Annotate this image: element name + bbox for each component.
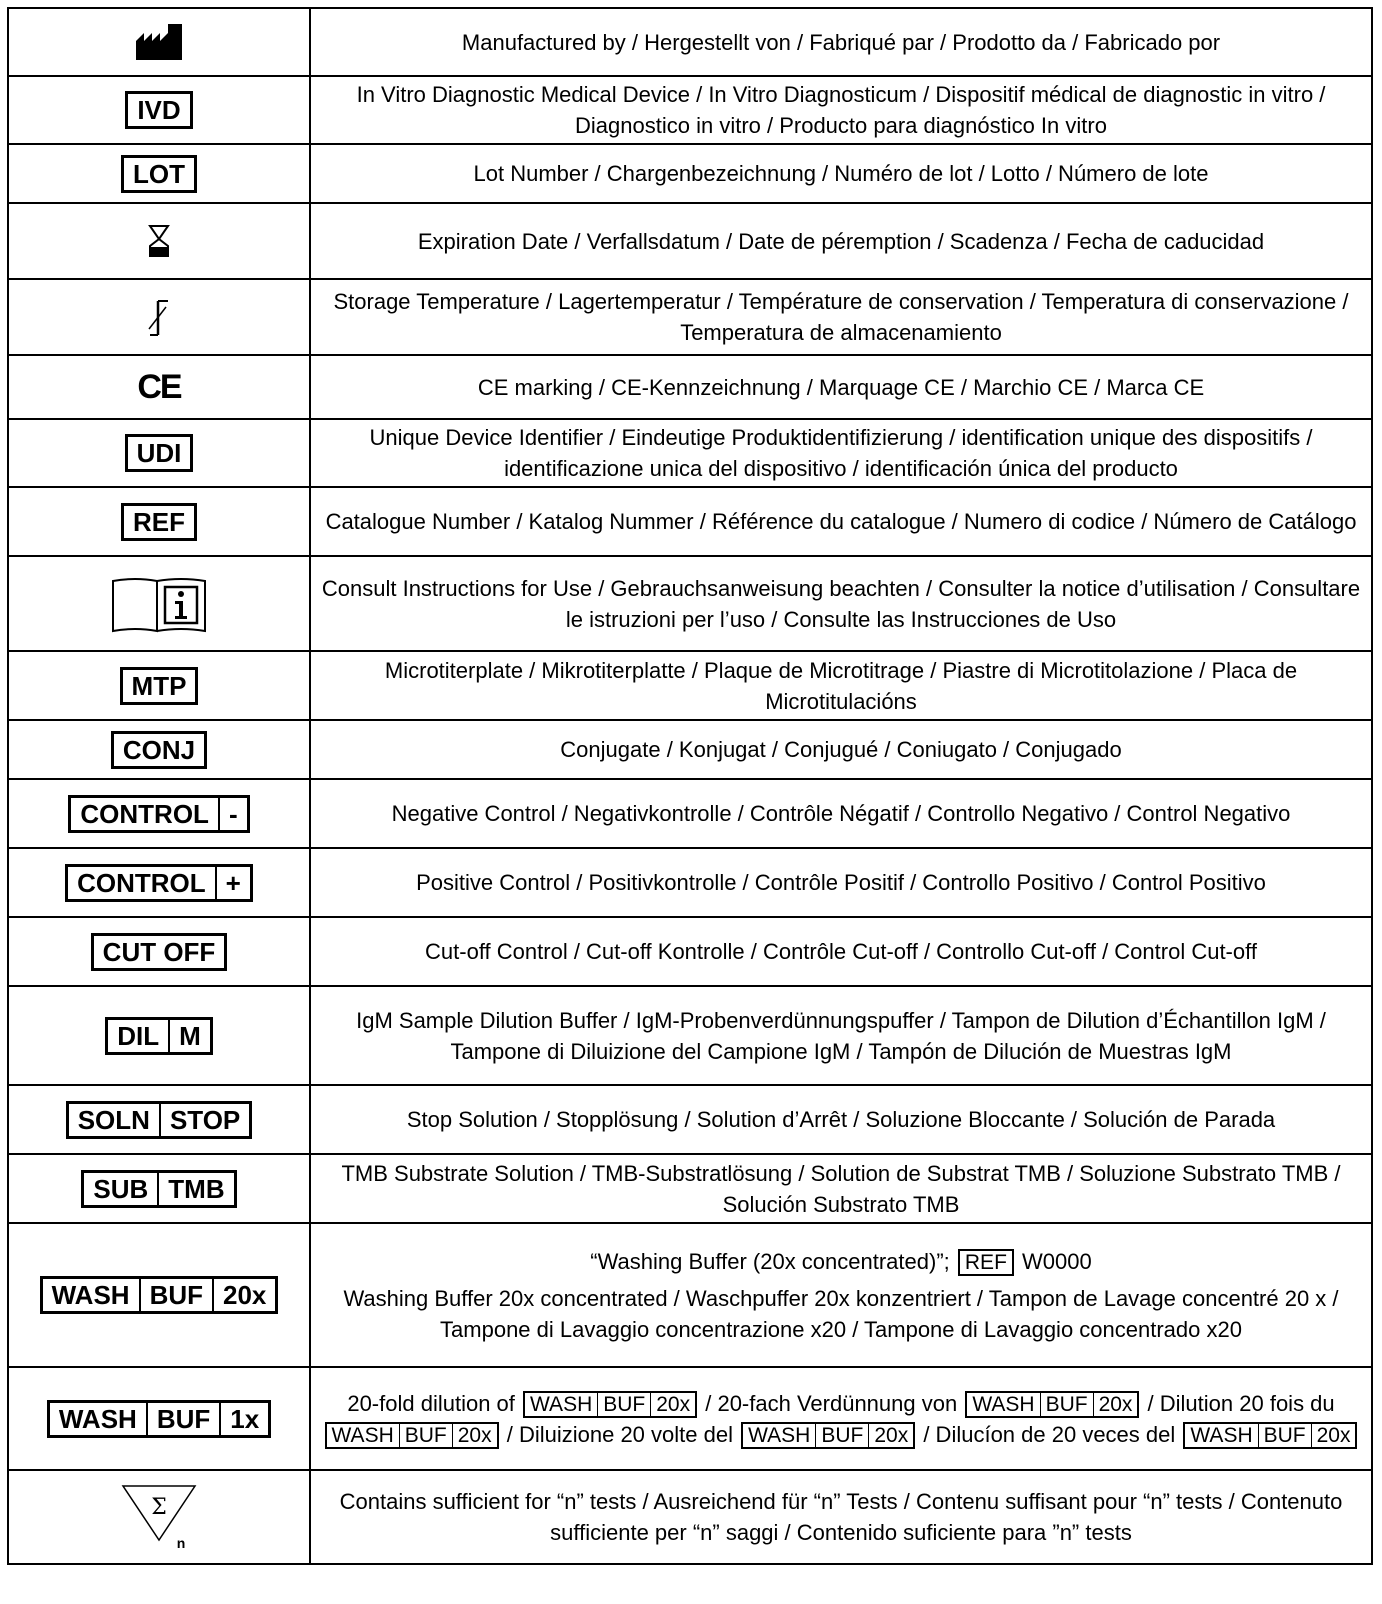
wash-buffer-ref-line: “Washing Buffer (20x concentrated)”; REF W0000 [590,1248,1092,1275]
symbol-cell [8,1367,310,1470]
wash-buf-20x-symbol: WASH BUF 20x [40,1276,279,1314]
table-row [8,779,1372,848]
svg-text:Σ: Σ [151,1495,167,1520]
description: Conjugate / Konjugat / Conjugué / Coniugato / Conjugado [310,720,1372,779]
description: Catalogue Number / Katalog Nummer / Référence du catalogue / Numero di codice / Número de Catálogo [310,487,1372,556]
description: Positive Control / Positivkontrolle / Contrôle Positif / Controllo Positivo / Control Positivo [310,848,1372,917]
wash-buf-20x-inline-symbol: WASH BUF 20x [325,1422,499,1449]
control-negative-symbol: CONTROL - [68,795,249,833]
symbol-cell [8,487,310,556]
wash-buf-20x-inline-symbol: WASH BUF 20x [965,1391,1139,1418]
symbol-cell [8,651,310,720]
description: Storage Temperature / Lagertemperatur / Température de conservation / Temperatura di conservazione / Temperatura de almacenamiento [310,279,1372,355]
udi-symbol: UDI [125,434,194,472]
description: Manufactured by / Hergestellt von / Fabriqué par / Prodotto da / Fabricado por [310,8,1372,76]
symbol-cell [8,203,310,279]
symbol-cell [8,1085,310,1154]
description: Stop Solution / Stopplösung / Solution d’Arrêt / Soluzione Bloccante / Solución de Parada [310,1085,1372,1154]
symbol-cell [8,1223,310,1367]
lot-symbol: LOT [121,155,197,193]
description [310,1223,1372,1367]
symbol-cell [8,556,310,651]
symbol-cell [8,1154,310,1223]
control-positive-symbol: CONTROL + [65,864,253,902]
ref-inline-symbol: REF [958,1249,1014,1276]
table-row [8,1470,1372,1564]
table-row [8,1367,1372,1470]
table-row [8,848,1372,917]
symbol-cell [8,779,310,848]
hourglass-icon [148,224,170,258]
symbol-cell [8,8,310,76]
ivd-symbol: IVD [125,91,192,129]
wash-buffer-description: Washing Buffer 20x concentrated / Waschpuffer 20x konzentriert / Tampon de Lavage concentré 20 x / Tampone di Lavaggio concentrazione x20 / Tampone di Lavaggio concentrado x20 [343,1285,1339,1342]
conj-symbol: CONJ [111,731,207,769]
table-row [8,986,1372,1085]
table-row [8,144,1372,203]
description: IgM Sample Dilution Buffer / IgM-Probenverdünnungspuffer / Tampon de Dilution d’Échantillon IgM / Tampone di Diluizione del Campione IgM / Tampón de Dilución de Muestras IgM [310,986,1372,1085]
factory-icon [136,24,182,60]
symbol-cell [8,355,310,419]
symbol-cell [8,917,310,986]
table-row [8,1085,1372,1154]
mtp-symbol: MTP [120,667,199,705]
description: Microtiterplate / Mikrotiterplatte / Plaque de Microtitrage / Piastre di Microtitolazione / Placa de Microtitulacións [310,651,1372,720]
sufficient-for-n-tests-icon [119,1482,199,1552]
wash-buf-20x-inline-symbol: WASH BUF 20x [741,1422,915,1449]
wash-buf-1x-symbol: WASH BUF 1x [47,1400,271,1438]
symbol-cell [8,419,310,487]
instructions-book-icon [111,575,207,633]
description: Consult Instructions for Use / Gebrauchsanweisung beachten / Consulter la notice d’utilisation / Consultare le istruzioni per l’uso / Consulte las Instrucciones de Uso [310,556,1372,651]
symbols-table [7,7,1373,1565]
symbol-cell [8,986,310,1085]
table-row [8,355,1372,419]
dil-m-symbol: DIL M [105,1017,213,1055]
table-row [8,1154,1372,1223]
sub-tmb-symbol: SUB TMB [81,1170,236,1208]
table-row [8,76,1372,144]
table-row [8,651,1372,720]
thermometer-icon [146,297,172,337]
cutoff-symbol: CUT OFF [91,933,228,971]
description: 20-fold dilution of WASH BUF 20x / 20-fach Verdünnung von WASH BUF 20x / Dilution 20 fois du WASH BUF 20x / Diluizione 20 volte del WASH BUF 20x / Dilucíon de 20 veces del WASH BUF 20x [310,1367,1372,1470]
symbol-cell [8,720,310,779]
symbol-cell [8,848,310,917]
ce-mark-icon: CE [137,367,181,406]
description: Lot Number / Chargenbezeichnung / Numéro de lot / Lotto / Número de lote [310,144,1372,203]
description: Expiration Date / Verfallsdatum / Date de péremption / Scadenza / Fecha de caducidad [310,203,1372,279]
svg-text:n: n [176,1535,186,1551]
description: CE marking / CE-Kennzeichnung / Marquage CE / Marchio CE / Marca CE [310,355,1372,419]
symbol-cell [8,76,310,144]
description: Cut-off Control / Cut-off Kontrolle / Contrôle Cut-off / Controllo Cut-off / Control Cut-off [310,917,1372,986]
table-row [8,419,1372,487]
table-row [8,203,1372,279]
table-row [8,720,1372,779]
symbol-cell [8,144,310,203]
symbol-cell [8,279,310,355]
description: TMB Substrate Solution / TMB-Substratlösung / Solution de Substrat TMB / Soluzione Substrato TMB / Solución Substrato TMB [310,1154,1372,1223]
table-row [8,8,1372,76]
table-row [8,556,1372,651]
table-row [8,917,1372,986]
description: Unique Device Identifier / Eindeutige Produktidentifizierung / identification unique des dispositifs / identificazione unica del dispositivo / identificación única del producto [310,419,1372,487]
table-row [8,279,1372,355]
ref-symbol: REF [121,503,197,541]
soln-stop-symbol: SOLN STOP [66,1101,253,1139]
wash-buf-20x-inline-symbol: WASH BUF 20x [523,1391,697,1418]
description: Contains sufficient for “n” tests / Ausreichend für “n” Tests / Contenu suffisant pour “n” tests / Contenuto sufficiente per “n” saggi / Contenido suficiente para ”n” tests [310,1470,1372,1564]
description: Negative Control / Negativkontrolle / Contrôle Négatif / Controllo Negativo / Control Negativo [310,779,1372,848]
table-row [8,1223,1372,1367]
description: In Vitro Diagnostic Medical Device / In Vitro Diagnosticum / Dispositif médical de diagnostic in vitro / Diagnostico in vitro / Producto para diagnóstico In vitro [310,76,1372,144]
symbol-cell [8,1470,310,1564]
table-row [8,487,1372,556]
wash-buf-20x-inline-symbol: WASH BUF 20x [1183,1422,1357,1449]
